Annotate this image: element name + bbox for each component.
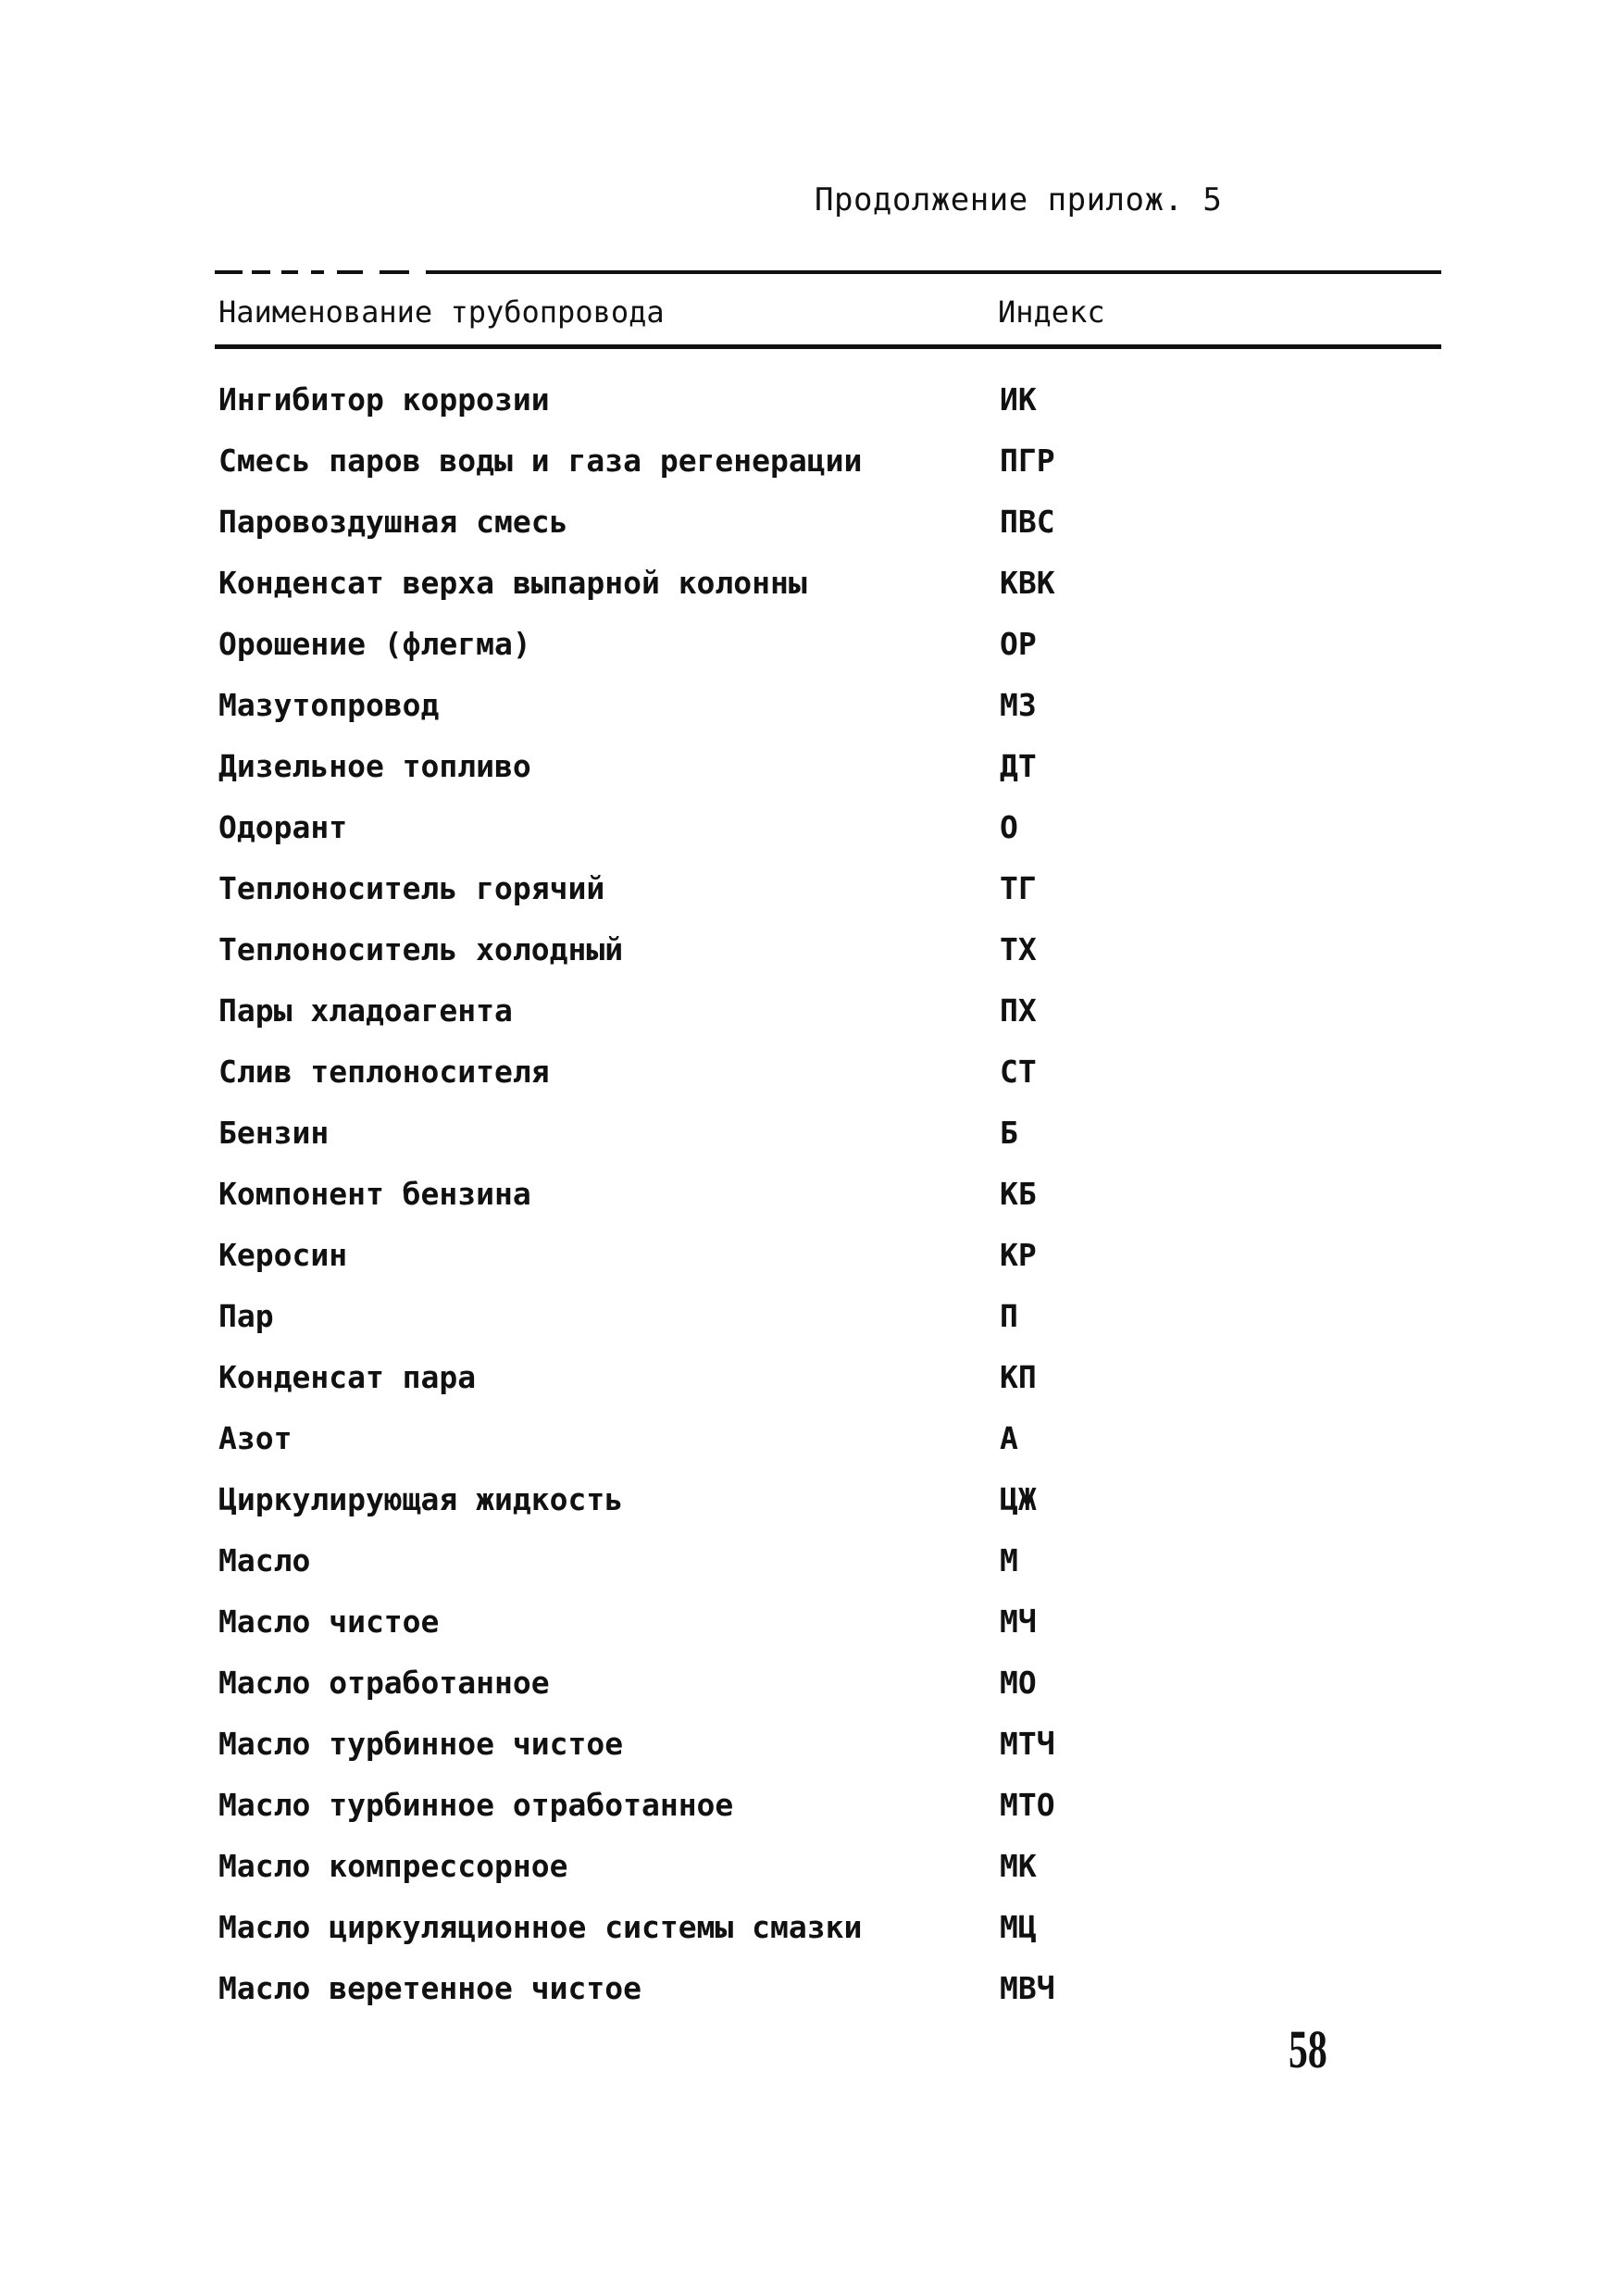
pipeline-name: Одорант <box>218 809 348 845</box>
pipeline-code: ТХ <box>1000 931 1037 967</box>
pipeline-name: Масло веретенное чистое <box>218 1970 641 2006</box>
pipeline-code: МТО <box>1000 1787 1055 1823</box>
table-row <box>0 1481 1619 1542</box>
page-number: 58 <box>1289 2019 1327 2079</box>
pipeline-name: Конденсат пара <box>218 1359 477 1395</box>
table-row <box>0 1848 1619 1909</box>
column-header-index: Индекс <box>998 294 1105 330</box>
pipeline-code: ЦЖ <box>1000 1481 1037 1517</box>
pipeline-table-body <box>0 381 1619 2031</box>
pipeline-code: ИК <box>1000 381 1037 418</box>
pipeline-code: ПВС <box>1000 504 1055 540</box>
pipeline-name: Слив теплоносителя <box>218 1054 550 1090</box>
pipeline-code: МВЧ <box>1000 1970 1055 2006</box>
table-row <box>0 1909 1619 1970</box>
column-header-name: Наименование трубопровода <box>218 294 665 330</box>
pipeline-name: Ингибитор коррозии <box>218 381 550 418</box>
pipeline-name: Компонент бензина <box>218 1176 531 1212</box>
pipeline-name: Азот <box>218 1420 293 1456</box>
table-row <box>0 1542 1619 1603</box>
table-row <box>0 381 1619 443</box>
table-row <box>0 687 1619 748</box>
pipeline-code: ПГР <box>1000 443 1055 479</box>
table-row <box>0 1665 1619 1726</box>
pipeline-name: Масло компрессорное <box>218 1848 568 1884</box>
continuation-label: Продолжение прилож. 5 <box>815 181 1223 218</box>
pipeline-name: Масло турбинное чистое <box>218 1726 624 1762</box>
pipeline-code: МК <box>1000 1848 1037 1884</box>
table-row <box>0 931 1619 992</box>
table-row <box>0 1054 1619 1115</box>
pipeline-name: Мазутопровод <box>218 687 440 723</box>
pipeline-code: О <box>1000 809 1018 845</box>
table-row <box>0 565 1619 626</box>
table-row <box>0 443 1619 504</box>
pipeline-name: Конденсат верха выпарной колонны <box>218 565 807 601</box>
pipeline-name: Пары хладоагента <box>218 992 513 1029</box>
pipeline-code: ТГ <box>1000 870 1037 906</box>
pipeline-name: Паровоздушная смесь <box>218 504 568 540</box>
table-row <box>0 809 1619 870</box>
pipeline-name: Масло <box>218 1542 311 1578</box>
table-row <box>0 1115 1619 1176</box>
pipeline-code: МО <box>1000 1665 1037 1701</box>
pipeline-code: КВК <box>1000 565 1055 601</box>
pipeline-name: Смесь паров воды и газа регенерации <box>218 443 863 479</box>
pipeline-code: СТ <box>1000 1054 1037 1090</box>
pipeline-name: Теплоноситель горячий <box>218 870 605 906</box>
table-row <box>0 992 1619 1054</box>
pipeline-code: МТЧ <box>1000 1726 1055 1762</box>
table-row <box>0 626 1619 687</box>
pipeline-code: ДТ <box>1000 748 1037 784</box>
pipeline-name: Масло чистое <box>218 1603 440 1640</box>
pipeline-code: П <box>1000 1298 1018 1334</box>
table-row <box>0 1237 1619 1298</box>
pipeline-code: КБ <box>1000 1176 1037 1212</box>
pipeline-code: Б <box>1000 1115 1018 1151</box>
pipeline-code: М <box>1000 1542 1018 1578</box>
table-row <box>0 1298 1619 1359</box>
table-row <box>0 1726 1619 1787</box>
pipeline-code: КП <box>1000 1359 1037 1395</box>
pipeline-name: Бензин <box>218 1115 330 1151</box>
pipeline-name: Пар <box>218 1298 274 1334</box>
table-row <box>0 1359 1619 1420</box>
pipeline-code: А <box>1000 1420 1018 1456</box>
pipeline-code: ОР <box>1000 626 1037 662</box>
pipeline-name: Циркулирующая жидкость <box>218 1481 624 1517</box>
table-row <box>0 1176 1619 1237</box>
table-top-rule <box>215 270 1441 274</box>
pipeline-code: МЗ <box>1000 687 1037 723</box>
pipeline-code: МЦ <box>1000 1909 1037 1945</box>
pipeline-code: КР <box>1000 1237 1037 1273</box>
pipeline-name: Масло циркуляционное системы смазки <box>218 1909 863 1945</box>
table-row <box>0 1787 1619 1848</box>
table-row <box>0 1970 1619 2031</box>
pipeline-name: Орошение (флегма) <box>218 626 531 662</box>
table-row <box>0 1420 1619 1481</box>
pipeline-name: Керосин <box>218 1237 348 1273</box>
table-header-rule <box>215 344 1441 349</box>
pipeline-name: Масло отработанное <box>218 1665 550 1701</box>
pipeline-name: Теплоноситель холодный <box>218 931 624 967</box>
table-row <box>0 504 1619 565</box>
pipeline-name: Масло турбинное отработанное <box>218 1787 734 1823</box>
table-row <box>0 1603 1619 1665</box>
pipeline-code: ПХ <box>1000 992 1037 1029</box>
table-row <box>0 748 1619 809</box>
table-row <box>0 870 1619 931</box>
pipeline-code: МЧ <box>1000 1603 1037 1640</box>
pipeline-name: Дизельное топливо <box>218 748 531 784</box>
